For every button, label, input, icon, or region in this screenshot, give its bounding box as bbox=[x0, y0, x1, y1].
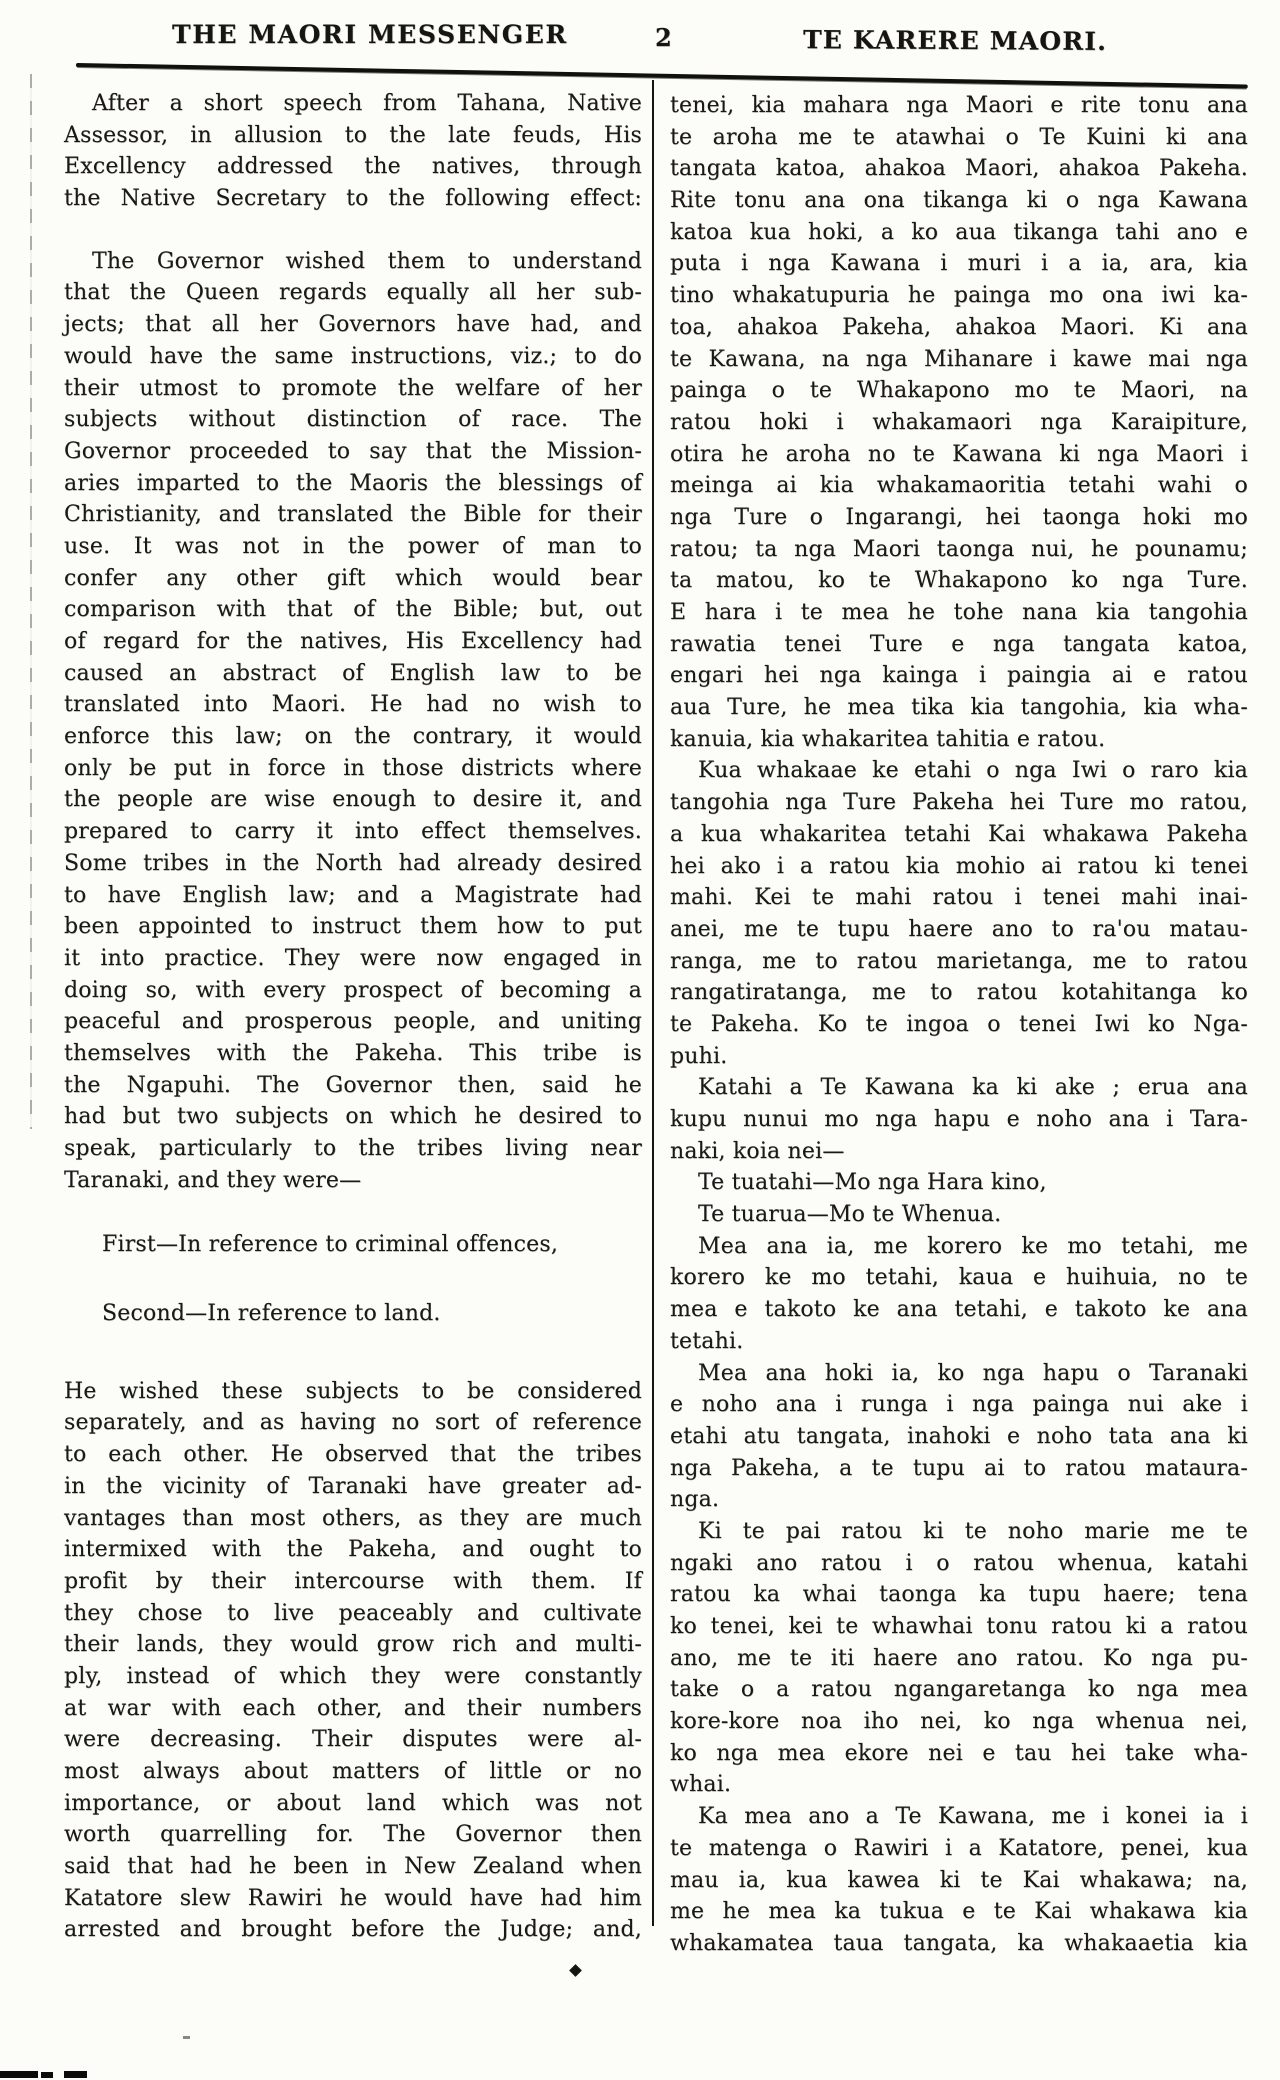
text-line: ranga, me to ratou marietanga, me to ratou bbox=[670, 948, 1248, 974]
text-line: kupu nunui mo nga hapu e noho ana i Tara- bbox=[670, 1107, 1248, 1132]
text-line: a kua whakaritea tetahi Kai whakawa Pakeha bbox=[670, 821, 1248, 847]
text-line: Mea ana ia, me korero ke mo tetahi, me bbox=[698, 1233, 1248, 1259]
text-line: painga o te Whakapono mo te Maori, na bbox=[670, 378, 1248, 404]
text-line: puhi. bbox=[670, 1043, 728, 1069]
text-line: aua Ture, he mea tika kia tangohia, kia wha- bbox=[670, 695, 1248, 721]
paragraph-block bbox=[670, 1167, 1248, 1199]
text-line: aries imparted to the Maoris the blessings of bbox=[64, 470, 642, 496]
text-line: puta i nga Kawana i muri i a ia, ara, kia bbox=[670, 251, 1248, 277]
text-line: ko tenei, kei te whawhai tonu ratou ki a ratou bbox=[670, 1614, 1248, 1639]
paragraph-block bbox=[64, 88, 642, 215]
text-line: they chose to live peaceably and cultivate bbox=[64, 1600, 642, 1626]
text-line: it into practice. They were now engaged in bbox=[64, 945, 642, 971]
text-line: toa, ahakoa Pakeha, ahakoa Maori. Ki ana bbox=[670, 314, 1248, 340]
text-line: The Governor wished them to understand bbox=[92, 248, 642, 274]
text-line: translated into Maori. He had no wish to bbox=[64, 692, 642, 718]
paragraph-block bbox=[64, 1298, 642, 1330]
text-line: said that had he been in New Zealand when bbox=[64, 1854, 642, 1880]
text-line: kanuia, kia whakaritea tahitia e ratou. bbox=[670, 726, 1106, 752]
text-line: themselves with the Pakeha. This tribe is bbox=[64, 1040, 642, 1066]
text-line: Ka mea ano a Te Kawana, me i konei ia i bbox=[698, 1804, 1248, 1830]
text-line: Some tribes in the North had already desired bbox=[64, 850, 642, 876]
paragraph-block bbox=[64, 1229, 642, 1261]
text-line: arrested and brought before the Judge; and, bbox=[64, 1917, 642, 1943]
text-line: Mea ana hoki ia, ko nga hapu o Taranaki bbox=[698, 1360, 1248, 1386]
text-line: First—In reference to criminal offences, bbox=[102, 1232, 559, 1258]
text-line: to each other. He observed that the tribes bbox=[64, 1442, 642, 1468]
left-column bbox=[64, 88, 642, 1946]
text-line: speak, particularly to the tribes living near bbox=[64, 1136, 642, 1161]
text-line: jects; that all her Governors have had, and bbox=[64, 312, 642, 338]
text-line: Katatore slew Rawiri he would have had him bbox=[64, 1885, 642, 1911]
text-line: at war with each other, and their numbers bbox=[64, 1695, 642, 1721]
paragraph-block bbox=[670, 1199, 1248, 1231]
text-line: rangatiratanga, me to ratou kotahitanga ko bbox=[670, 980, 1248, 1006]
text-line: Assessor, in allusion to the late feuds, His bbox=[64, 122, 642, 148]
text-line: te Kawana, na nga Mihanare i kawe mai nga bbox=[670, 346, 1248, 372]
text-line: had but two subjects on which he desired to bbox=[64, 1104, 642, 1130]
text-line: comparison with that of the Bible; but, out bbox=[64, 597, 642, 623]
text-line: nga Ture o Ingarangi, hei taonga hoki mo bbox=[670, 504, 1248, 530]
text-line: their utmost to promote the welfare of her bbox=[64, 375, 642, 401]
text-line: He wished these subjects to be considered bbox=[64, 1378, 642, 1404]
text-line: nga Pakeha, a te tupu ai to ratou mataura- bbox=[670, 1455, 1248, 1481]
text-line: naki, koia nei— bbox=[670, 1138, 845, 1164]
text-line: nga. bbox=[670, 1487, 720, 1513]
right-column bbox=[670, 90, 1248, 1960]
text-line: tangata katoa, ahakoa Maori, ahakoa Pakeha. bbox=[670, 156, 1248, 182]
paragraph-block bbox=[670, 90, 1248, 755]
text-line: to have English law; and a Magistrate had bbox=[64, 882, 642, 908]
text-line: tangohia nga Ture Pakeha hei Ture mo ratou, bbox=[670, 790, 1248, 816]
text-line: otira he aroha no te Kawana ki nga Maori i bbox=[670, 441, 1248, 467]
text-line: intermixed with the Pakeha, and ought to bbox=[64, 1537, 642, 1563]
text-line: the Ngapuhi. The Governor then, said he bbox=[64, 1072, 642, 1098]
text-line: enforce this law; on the contrary, it would bbox=[64, 724, 642, 750]
text-line: meinga ai kia whakamaoritia tetahi wahi o bbox=[670, 473, 1248, 499]
text-line: in the vicinity of Taranaki have greater ad- bbox=[64, 1473, 642, 1499]
text-line: te matenga o Rawiri i a Katatore, penei, kua bbox=[670, 1835, 1248, 1861]
text-line: anei, me te tupu haere ano to ra'ou matau- bbox=[670, 916, 1248, 942]
text-line: Taranaki, and they were— bbox=[64, 1167, 362, 1193]
text-line: Ki te pai ratou ki te noho marie me te bbox=[698, 1518, 1248, 1544]
text-line: ratou hoki i whakamaori nga Karaipiture, bbox=[670, 409, 1248, 435]
text-line: confer any other gift which would bear bbox=[64, 565, 642, 591]
text-line: tenei, kia mahara nga Maori e rite tonu ana bbox=[670, 93, 1248, 118]
paragraph-block bbox=[670, 1801, 1248, 1959]
text-line: ratou; ta nga Maori taonga nui, he pounamu; bbox=[670, 536, 1248, 562]
paragraph-block bbox=[670, 1231, 1248, 1358]
text-line: subjects without distinction of race. The bbox=[64, 407, 642, 433]
text-line: use. It was not in the power of man to bbox=[64, 533, 642, 559]
text-line: peaceful and prosperous people, and uniting bbox=[64, 1009, 642, 1035]
masthead-right-title: TE KARERE MAORI. bbox=[802, 25, 1108, 56]
scan-artifact-speck bbox=[183, 2036, 190, 2039]
text-line: their lands, they would grow rich and multi- bbox=[64, 1632, 642, 1658]
text-line: that the Queen regards equally all her sub- bbox=[64, 280, 642, 306]
text-line: Rite tonu ana ona tikanga ki o nga Kawana bbox=[670, 188, 1248, 214]
text-line: Excellency addressed the natives, through bbox=[64, 154, 642, 180]
text-line: ta matou, ko te Whakapono ko nga Ture. bbox=[670, 568, 1248, 594]
text-line: korero ke mo tetahi, kaua e huihuia, no te bbox=[670, 1265, 1248, 1291]
text-line: of regard for the natives, His Excellency had bbox=[64, 629, 642, 654]
text-line: Te tuatahi—Mo nga Hara kino, bbox=[698, 1170, 1047, 1196]
text-line: tetahi. bbox=[670, 1328, 744, 1354]
text-line: Te tuarua—Mo te Whenua. bbox=[698, 1202, 1002, 1228]
text-line: Kua whakaae ke etahi o nga Iwi o raro kia bbox=[698, 758, 1248, 784]
text-line: kore-kore noa iho nei, ko nga whenua nei, bbox=[670, 1709, 1248, 1735]
text-line: doing so, with every prospect of becoming a bbox=[64, 977, 642, 1003]
text-line: E hara i te mea he tohe nana kia tangohia bbox=[670, 600, 1248, 625]
scan-artifact-left-crease bbox=[30, 74, 32, 1129]
text-line: te aroha me te atawhai o Te Kuini ki ana bbox=[670, 124, 1248, 150]
masthead-rule bbox=[76, 63, 1248, 88]
text-line: been appointed to instruct them how to put bbox=[64, 914, 642, 940]
paragraph-block bbox=[670, 1072, 1248, 1167]
text-line: the people are wise enough to desire it, and bbox=[64, 787, 642, 813]
text-line: only be put in force in those districts where bbox=[64, 755, 642, 781]
text-line: hei ako i a ratou kia mohio ai ratou ki tenei bbox=[670, 853, 1248, 879]
scan-artifact-bottom-mark bbox=[64, 2071, 87, 2078]
section-separator-diamond bbox=[569, 1964, 582, 1977]
text-line: katoa kua hoki, a ko aua tikanga tahi ano e bbox=[670, 219, 1248, 245]
text-line: Governor proceeded to say that the Mission- bbox=[64, 438, 642, 464]
paragraph-block bbox=[670, 1358, 1248, 1516]
text-line: ngaki ano ratou i o ratou whenua, katahi bbox=[670, 1550, 1248, 1576]
text-line: vantages than most others, as they are much bbox=[64, 1505, 642, 1531]
text-line: Katahi a Te Kawana ka ki ake ; erua ana bbox=[698, 1075, 1248, 1101]
text-line: most always about matters of little or no bbox=[64, 1759, 642, 1784]
paragraph-block bbox=[670, 1516, 1248, 1801]
text-line: engari hei nga kainga i paingia ai e ratou bbox=[670, 663, 1248, 689]
text-line: the Native Secretary to the following effect: bbox=[64, 186, 642, 212]
text-line: prepared to carry it into effect themselves. bbox=[64, 819, 642, 845]
masthead-left-title: THE MAORI MESSENGER bbox=[172, 20, 568, 49]
text-line: mahi. Kei te mahi ratou i tenei mahi inai- bbox=[670, 885, 1248, 911]
paragraph-block bbox=[64, 246, 642, 1197]
text-line: e noho ana i runga i nga painga nui ake i bbox=[670, 1392, 1248, 1418]
paragraph-block bbox=[670, 755, 1248, 1072]
text-line: Second—In reference to land. bbox=[102, 1301, 441, 1327]
text-line: caused an abstract of English law to be bbox=[64, 660, 642, 686]
text-line: ply, instead of which they were constantly bbox=[64, 1663, 642, 1689]
text-line: separately, and as having no sort of reference bbox=[64, 1410, 642, 1436]
text-line: me he mea ka tukua e te Kai whakawa kia bbox=[670, 1899, 1248, 1925]
scan-artifact-bottom-mark bbox=[0, 2071, 38, 2078]
text-line: whakamatea taua tangata, ka whakaaetia kia bbox=[670, 1930, 1248, 1956]
masthead-page-number: 2 bbox=[655, 23, 672, 52]
text-line: mau ia, kua kawea ki te Kai whakawa; na, bbox=[670, 1867, 1248, 1893]
column-divider bbox=[652, 80, 654, 1926]
text-line: te Pakeha. Ko te ingoa o tenei Iwi ko Nga- bbox=[670, 1011, 1248, 1037]
text-line: Christianity, and translated the Bible for their bbox=[64, 502, 642, 528]
text-line: After a short speech from Tahana, Native bbox=[92, 91, 642, 116]
scan-artifact-bottom-mark bbox=[41, 2072, 53, 2078]
text-line: profit by their intercourse with them. If bbox=[64, 1568, 642, 1594]
text-line: importance, or about land which was not bbox=[64, 1790, 642, 1816]
text-line: take o a ratou ngangaretanga ko nga mea bbox=[670, 1677, 1248, 1703]
paragraph-block bbox=[64, 1376, 642, 1946]
text-line: whai. bbox=[670, 1772, 732, 1798]
text-line: ko nga mea ekore nei e tau hei take wha- bbox=[670, 1740, 1248, 1766]
text-line: etahi atu tangata, inahoki e noho tata ana ki bbox=[670, 1423, 1248, 1449]
text-line: mea e takoto ke ana tetahi, e takoto ke ana bbox=[670, 1297, 1248, 1323]
text-line: tino whakatupuria he painga mo ona iwi ka- bbox=[670, 283, 1248, 309]
text-line: rawatia tenei Ture e nga tangata katoa, bbox=[670, 631, 1248, 657]
text-line: ano, me te iti haere ano ratou. Ko nga pu- bbox=[670, 1645, 1248, 1671]
text-line: worth quarrelling for. The Governor then bbox=[64, 1822, 642, 1848]
text-line: ratou ka whai taonga ka tupu haere; tena bbox=[670, 1582, 1248, 1608]
text-line: were decreasing. Their disputes were al- bbox=[64, 1727, 642, 1753]
text-line: would have the same instructions, viz.; to do bbox=[64, 343, 642, 369]
